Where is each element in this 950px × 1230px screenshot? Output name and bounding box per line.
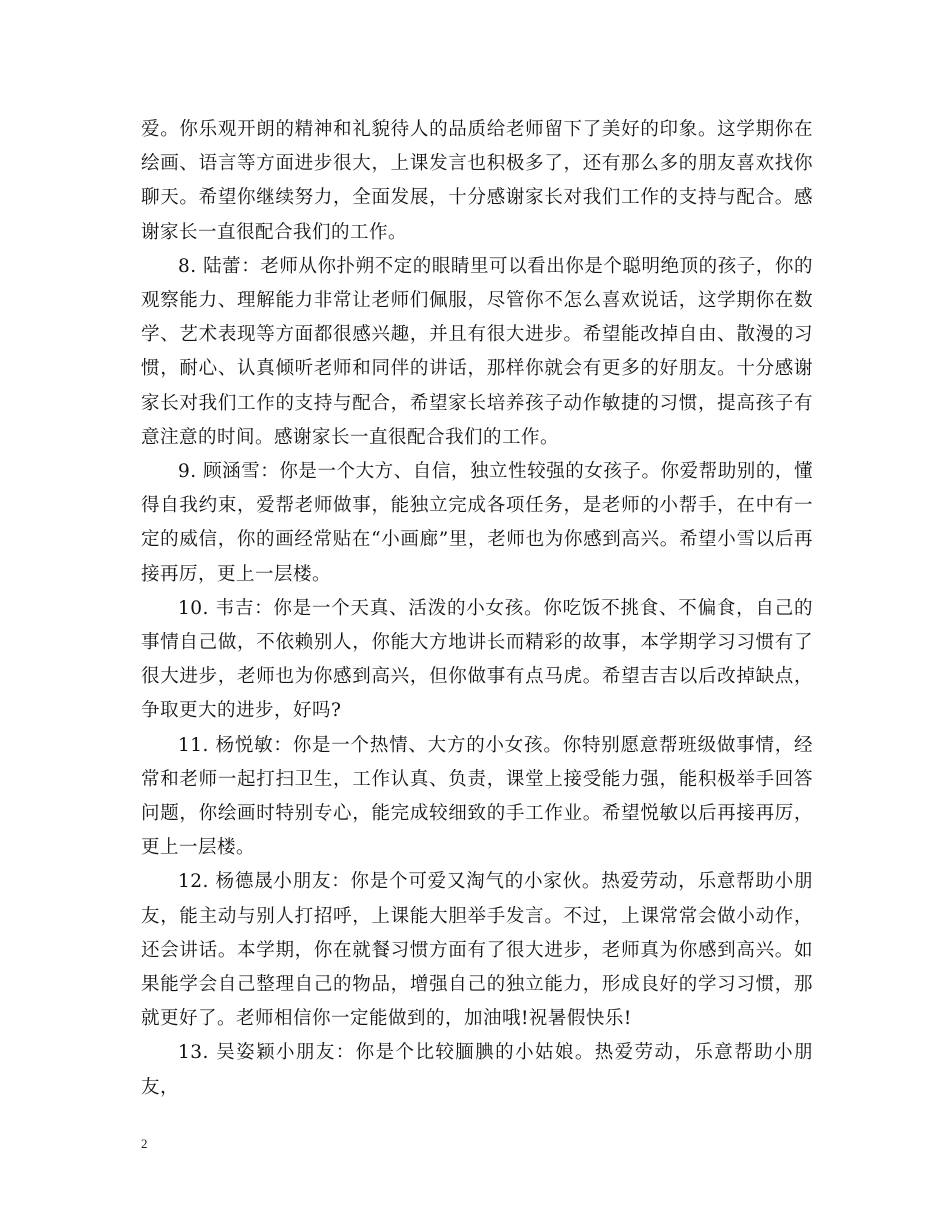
paragraph-comment-10: 10. 韦吉：你是一个天真、活泼的小女孩。你吃饭不挑食、不偏食，自己的事情自己做，不依赖别人，你能大方地讲长而精彩的故事，本学期学习习惯有了很大进步，老师也为你感到高兴，但你做事有点马虎。希望吉吉以后改掉缺点，争取更大的进步，好吗?	[141, 597, 813, 722]
paragraph-comment-9: 9. 顾涵雪：你是一个大方、自信，独立性较强的女孩子。你爱帮助别的，懂得自我约束，爱帮老师做事，能独立完成各项任务，是老师的小帮手，在中有一定的威信，你的画经常贴在“小画廊”里，老师也为你感到高兴。希望小雪以后再接再厉，更上一层楼。	[141, 461, 813, 585]
document-body	[141, 113, 813, 1105]
paragraph-comment-8: 8. 陆蕾：老师从你扑朔不定的眼睛里可以看出你是个聪明绝顶的孩子，你的观察能力、理解能力非常让老师们佩服，尽管你不怎么喜欢说话，这学期你在数学、艺术表现等方面都很感兴趣，并且有很大进步。希望能改掉自由、散漫的习惯，耐心、认真倾听老师和同伴的讲话，那样你就会有更多的好朋友。十分感谢家长对我们工作的支持与配合，希望家长培养孩子动作敏捷的习惯，提高孩子有意注意的时间。感谢家长一直很配合我们的工作。	[141, 255, 813, 448]
paragraph-continuation: 爱。你乐观开朗的精神和礼貌待人的品质给老师留下了美好的印象。这学期你在绘画、语言等方面进步很大，上课发言也积极多了，还有那么多的朋友喜欢找你聊天。希望你继续努力，全面发展，十分感谢家长对我们工作的支持与配合。感谢家长一直很配合我们的工作。	[141, 119, 813, 243]
paragraph-comment-12: 12. 杨德晟小朋友：你是个可爱又淘气的小家伙。热爱劳动，乐意帮助小朋友，能主动与别人打招呼，上课能大胆举手发言。不过，上课常常会做小动作，还会讲话。本学期，你在就餐习惯方面有了很大进步，老师真为你感到高兴。如果能学会自己整理自己的物品，增强自己的独立能力，形成良好的学习习惯，那就更好了。老师相信你一定能做到的，加油哦!祝暑假快乐!	[141, 871, 813, 1030]
paragraph-comment-11: 11. 杨悦敏：你是一个热情、大方的小女孩。你特别愿意帮班级做事情，经常和老师一起打扫卫生，工作认真、负责，课堂上接受能力强，能积极举手回答问题，你绘画时特别专心，能完成较细致的手工作业。希望悦敏以后再接再厉，更上一层楼。	[141, 734, 813, 859]
paragraph-comment-13: 13. 吴姿颖小朋友：你是个比较腼腆的小姑娘。热爱劳动，乐意帮助小朋友，	[141, 1042, 813, 1098]
page-number: 2	[141, 1136, 148, 1151]
